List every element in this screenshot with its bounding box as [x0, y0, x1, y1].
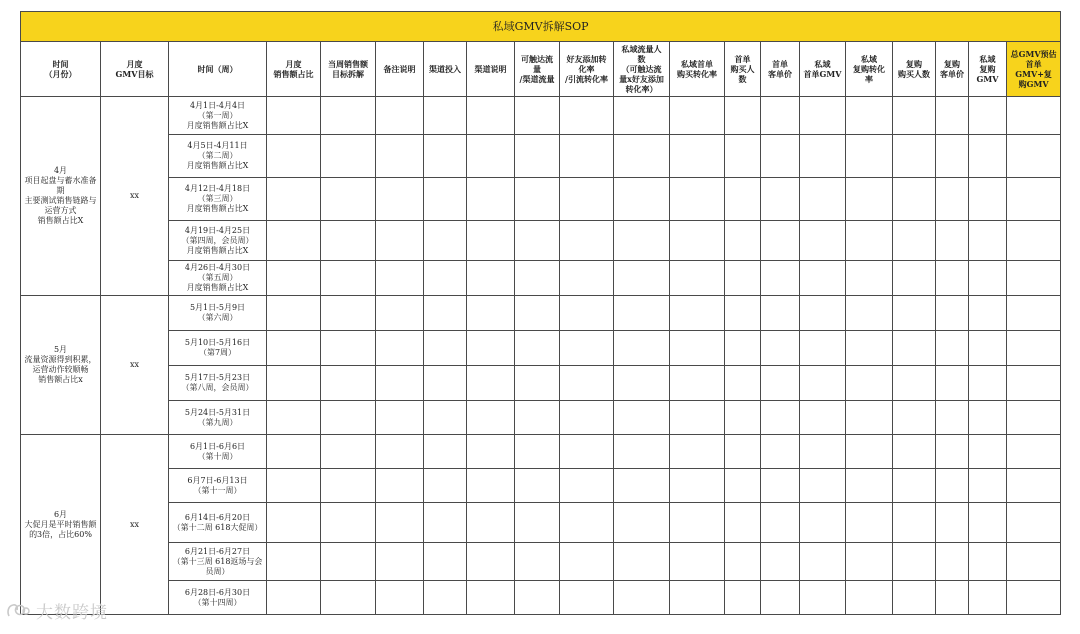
column-header: 复购 购买人数: [893, 42, 936, 97]
column-header: 好友添加转 化率 /引流转化率: [560, 42, 614, 97]
empty-cell[interactable]: [725, 401, 761, 435]
table-row: [21, 366, 1061, 401]
empty-cell[interactable]: [846, 135, 893, 178]
empty-cell[interactable]: [267, 435, 321, 469]
column-header: 渠道投入: [424, 42, 467, 97]
empty-cell[interactable]: [321, 331, 376, 366]
empty-cell[interactable]: [321, 543, 376, 581]
empty-cell[interactable]: [467, 221, 515, 261]
week-cell: 4月19日-4月25日 （第四周，会员周） 月度销售额占比X: [169, 221, 267, 261]
empty-cell[interactable]: [467, 401, 515, 435]
empty-cell[interactable]: [614, 503, 670, 543]
empty-cell[interactable]: [467, 581, 515, 615]
empty-cell[interactable]: [1007, 178, 1061, 221]
empty-cell[interactable]: [424, 435, 467, 469]
week-cell: 5月24日-5月31日 （第九周）: [169, 401, 267, 435]
empty-cell[interactable]: [321, 503, 376, 543]
empty-cell[interactable]: [515, 503, 560, 543]
column-header: 可触达流 量 /渠道流量: [515, 42, 560, 97]
table-row: [21, 401, 1061, 435]
empty-cell[interactable]: [515, 435, 560, 469]
empty-cell[interactable]: [321, 469, 376, 503]
empty-cell[interactable]: [893, 469, 936, 503]
empty-cell[interactable]: [424, 221, 467, 261]
week-cell: 6月14日-6月20日 （第十二周 618大促周）: [169, 503, 267, 543]
table-row: [21, 581, 1061, 615]
empty-cell[interactable]: [670, 296, 725, 331]
empty-cell[interactable]: [670, 331, 725, 366]
week-cell: 4月5日-4月11日 （第二周） 月度销售额占比X: [169, 135, 267, 178]
empty-cell[interactable]: [936, 261, 969, 296]
empty-cell[interactable]: [893, 581, 936, 615]
empty-cell[interactable]: [670, 503, 725, 543]
empty-cell[interactable]: [893, 401, 936, 435]
empty-cell[interactable]: [560, 221, 614, 261]
empty-cell[interactable]: [936, 296, 969, 331]
empty-cell[interactable]: [800, 581, 846, 615]
empty-cell[interactable]: [725, 543, 761, 581]
empty-cell[interactable]: [761, 261, 800, 296]
empty-cell[interactable]: [969, 469, 1007, 503]
empty-cell[interactable]: [800, 296, 846, 331]
empty-cell[interactable]: [936, 331, 969, 366]
empty-cell[interactable]: [725, 331, 761, 366]
empty-cell[interactable]: [376, 543, 424, 581]
empty-cell[interactable]: [800, 221, 846, 261]
column-header: 私域 首单GMV: [800, 42, 846, 97]
empty-cell[interactable]: [969, 221, 1007, 261]
empty-cell[interactable]: [1007, 401, 1061, 435]
empty-cell[interactable]: [614, 221, 670, 261]
empty-cell[interactable]: [1007, 543, 1061, 581]
empty-cell[interactable]: [800, 469, 846, 503]
week-cell: 5月10日-5月16日 （第7周）: [169, 331, 267, 366]
gmv-sop-table: [20, 11, 1061, 615]
column-header: 当周销售额 目标拆解: [321, 42, 376, 97]
empty-cell[interactable]: [893, 296, 936, 331]
empty-cell[interactable]: [969, 366, 1007, 401]
empty-cell[interactable]: [936, 135, 969, 178]
empty-cell[interactable]: [560, 435, 614, 469]
empty-cell[interactable]: [321, 401, 376, 435]
empty-cell[interactable]: [614, 366, 670, 401]
empty-cell[interactable]: [614, 435, 670, 469]
empty-cell[interactable]: [614, 178, 670, 221]
empty-cell[interactable]: [267, 366, 321, 401]
empty-cell[interactable]: [936, 401, 969, 435]
empty-cell[interactable]: [376, 221, 424, 261]
empty-cell[interactable]: [936, 543, 969, 581]
column-header: 私域 复购GMV: [969, 42, 1007, 97]
empty-cell[interactable]: [614, 581, 670, 615]
empty-cell[interactable]: [936, 97, 969, 135]
month-gmv-target: xx: [101, 97, 169, 296]
empty-cell[interactable]: [467, 435, 515, 469]
empty-cell[interactable]: [467, 543, 515, 581]
column-header: 时间（周）: [169, 42, 267, 97]
watermark-logo-icon: [6, 602, 30, 620]
empty-cell[interactable]: [893, 97, 936, 135]
empty-cell[interactable]: [936, 221, 969, 261]
empty-cell[interactable]: [761, 135, 800, 178]
empty-cell[interactable]: [670, 469, 725, 503]
empty-cell[interactable]: [670, 435, 725, 469]
empty-cell[interactable]: [424, 135, 467, 178]
empty-cell[interactable]: [614, 261, 670, 296]
empty-cell[interactable]: [725, 296, 761, 331]
empty-cell[interactable]: [560, 366, 614, 401]
empty-cell[interactable]: [560, 97, 614, 135]
column-header: 私域首单 购买转化率: [670, 42, 725, 97]
empty-cell[interactable]: [893, 543, 936, 581]
empty-cell[interactable]: [515, 296, 560, 331]
empty-cell[interactable]: [614, 543, 670, 581]
empty-cell[interactable]: [467, 296, 515, 331]
empty-cell[interactable]: [267, 135, 321, 178]
watermark: [6, 598, 108, 623]
empty-cell[interactable]: [936, 178, 969, 221]
empty-cell[interactable]: [1007, 503, 1061, 543]
week-cell: 6月1日-6月6日 （第十周）: [169, 435, 267, 469]
column-header: 备注说明: [376, 42, 424, 97]
empty-cell[interactable]: [893, 503, 936, 543]
week-cell: 4月12日-4月18日 （第三周） 月度销售额占比X: [169, 178, 267, 221]
table-title: 私域GMV拆解SOP: [21, 12, 1061, 42]
empty-cell[interactable]: [560, 469, 614, 503]
empty-cell[interactable]: [424, 331, 467, 366]
empty-cell[interactable]: [761, 178, 800, 221]
empty-cell[interactable]: [467, 178, 515, 221]
table-row: [21, 296, 1061, 331]
table-row: [21, 503, 1061, 543]
week-cell: 6月21日-6月27日 （第十三周 618返场与会 员周）: [169, 543, 267, 581]
empty-cell[interactable]: [800, 135, 846, 178]
empty-cell[interactable]: [614, 469, 670, 503]
empty-cell[interactable]: [376, 435, 424, 469]
empty-cell[interactable]: [846, 401, 893, 435]
table-row: [21, 261, 1061, 296]
empty-cell[interactable]: [893, 135, 936, 178]
empty-cell[interactable]: [800, 543, 846, 581]
empty-cell[interactable]: [761, 97, 800, 135]
empty-cell[interactable]: [1007, 261, 1061, 296]
empty-cell[interactable]: [267, 221, 321, 261]
empty-cell[interactable]: [515, 331, 560, 366]
column-header: 渠道说明: [467, 42, 515, 97]
empty-cell[interactable]: [1007, 135, 1061, 178]
empty-cell[interactable]: [725, 178, 761, 221]
empty-cell[interactable]: [1007, 296, 1061, 331]
empty-cell[interactable]: [725, 97, 761, 135]
empty-cell[interactable]: [936, 503, 969, 543]
empty-cell[interactable]: [267, 401, 321, 435]
empty-cell[interactable]: [893, 435, 936, 469]
empty-cell[interactable]: [321, 435, 376, 469]
week-cell: 4月26日-4月30日 （第五周） 月度销售额占比X: [169, 261, 267, 296]
empty-cell[interactable]: [969, 135, 1007, 178]
empty-cell[interactable]: [725, 261, 761, 296]
empty-cell[interactable]: [969, 331, 1007, 366]
empty-cell[interactable]: [467, 366, 515, 401]
empty-cell[interactable]: [846, 261, 893, 296]
empty-cell[interactable]: [893, 331, 936, 366]
empty-cell[interactable]: [560, 401, 614, 435]
empty-cell[interactable]: [846, 97, 893, 135]
empty-cell[interactable]: [515, 543, 560, 581]
empty-cell[interactable]: [267, 543, 321, 581]
empty-cell[interactable]: [376, 503, 424, 543]
empty-cell[interactable]: [1007, 581, 1061, 615]
week-cell: 6月7日-6月13日 （第十一周）: [169, 469, 267, 503]
column-header: 总GMV预估 首单GMV+复 购GMV: [1007, 42, 1061, 97]
column-header: 复购 客单价: [936, 42, 969, 97]
table-row: [21, 135, 1061, 178]
empty-cell[interactable]: [670, 178, 725, 221]
empty-cell[interactable]: [515, 178, 560, 221]
empty-cell[interactable]: [267, 503, 321, 543]
empty-cell[interactable]: [267, 581, 321, 615]
empty-cell[interactable]: [467, 135, 515, 178]
empty-cell[interactable]: [846, 178, 893, 221]
empty-cell[interactable]: [560, 261, 614, 296]
empty-cell[interactable]: [321, 97, 376, 135]
week-cell: 5月1日-5月9日 （第六周）: [169, 296, 267, 331]
empty-cell[interactable]: [515, 261, 560, 296]
empty-cell[interactable]: [424, 503, 467, 543]
empty-cell[interactable]: [969, 261, 1007, 296]
empty-cell[interactable]: [424, 543, 467, 581]
empty-cell[interactable]: [761, 331, 800, 366]
empty-cell[interactable]: [936, 581, 969, 615]
empty-cell[interactable]: [1007, 97, 1061, 135]
empty-cell[interactable]: [321, 296, 376, 331]
empty-cell[interactable]: [800, 261, 846, 296]
empty-cell[interactable]: [725, 435, 761, 469]
empty-cell[interactable]: [515, 366, 560, 401]
empty-cell[interactable]: [846, 435, 893, 469]
empty-cell[interactable]: [846, 296, 893, 331]
column-header: 首单 客单价: [761, 42, 800, 97]
empty-cell[interactable]: [969, 97, 1007, 135]
empty-cell[interactable]: [800, 97, 846, 135]
empty-cell[interactable]: [846, 581, 893, 615]
week-cell: 6月28日-6月30日 （第十四周）: [169, 581, 267, 615]
empty-cell[interactable]: [969, 178, 1007, 221]
empty-cell[interactable]: [376, 401, 424, 435]
empty-cell[interactable]: [560, 135, 614, 178]
empty-cell[interactable]: [893, 221, 936, 261]
table-row: [21, 221, 1061, 261]
empty-cell[interactable]: [761, 435, 800, 469]
table-row: [21, 469, 1061, 503]
empty-cell[interactable]: [267, 261, 321, 296]
table-row: [21, 97, 1061, 135]
empty-cell[interactable]: [515, 97, 560, 135]
empty-cell[interactable]: [515, 135, 560, 178]
empty-cell[interactable]: [267, 97, 321, 135]
empty-cell[interactable]: [376, 331, 424, 366]
table-row: [21, 331, 1061, 366]
empty-cell[interactable]: [424, 366, 467, 401]
empty-cell[interactable]: [725, 366, 761, 401]
empty-cell[interactable]: [321, 261, 376, 296]
empty-cell[interactable]: [893, 261, 936, 296]
empty-cell[interactable]: [800, 178, 846, 221]
empty-cell[interactable]: [376, 581, 424, 615]
month-cell: 5月 流量资源得到积累， 运营动作较顺畅 销售额占比x: [21, 296, 101, 435]
empty-cell[interactable]: [725, 221, 761, 261]
column-header: 时间 （月份）: [21, 42, 101, 97]
empty-cell[interactable]: [1007, 469, 1061, 503]
empty-cell[interactable]: [614, 331, 670, 366]
empty-cell[interactable]: [1007, 435, 1061, 469]
empty-cell[interactable]: [376, 97, 424, 135]
empty-cell[interactable]: [267, 296, 321, 331]
empty-cell[interactable]: [376, 261, 424, 296]
empty-cell[interactable]: [761, 221, 800, 261]
empty-cell[interactable]: [670, 581, 725, 615]
empty-cell[interactable]: [614, 97, 670, 135]
empty-cell[interactable]: [893, 366, 936, 401]
week-cell: 4月1日-4月4日 （第一周） 月度销售额占比X: [169, 97, 267, 135]
empty-cell[interactable]: [467, 469, 515, 503]
empty-cell[interactable]: [560, 503, 614, 543]
empty-cell[interactable]: [670, 543, 725, 581]
empty-cell[interactable]: [376, 135, 424, 178]
empty-cell[interactable]: [321, 366, 376, 401]
empty-cell[interactable]: [761, 401, 800, 435]
month-cell: 6月 大促月是平时销售额 的3倍，占比60%: [21, 435, 101, 615]
column-header: 私域 复购转化 率: [846, 42, 893, 97]
empty-cell[interactable]: [376, 296, 424, 331]
empty-cell[interactable]: [467, 97, 515, 135]
empty-cell[interactable]: [467, 261, 515, 296]
column-header: 首单 购买人 数: [725, 42, 761, 97]
empty-cell[interactable]: [467, 503, 515, 543]
empty-cell[interactable]: [560, 331, 614, 366]
empty-cell[interactable]: [846, 543, 893, 581]
month-gmv-target: xx: [101, 296, 169, 435]
empty-cell[interactable]: [1007, 366, 1061, 401]
empty-cell[interactable]: [761, 296, 800, 331]
column-header: 月度 销售额占比: [267, 42, 321, 97]
empty-cell[interactable]: [424, 178, 467, 221]
empty-cell[interactable]: [800, 503, 846, 543]
empty-cell[interactable]: [969, 401, 1007, 435]
empty-cell[interactable]: [670, 221, 725, 261]
empty-cell[interactable]: [846, 503, 893, 543]
empty-cell[interactable]: [321, 178, 376, 221]
empty-cell[interactable]: [846, 366, 893, 401]
empty-cell[interactable]: [376, 178, 424, 221]
empty-cell[interactable]: [761, 469, 800, 503]
empty-cell[interactable]: [936, 366, 969, 401]
empty-cell[interactable]: [800, 331, 846, 366]
empty-cell[interactable]: [424, 401, 467, 435]
empty-cell[interactable]: [761, 366, 800, 401]
empty-cell[interactable]: [515, 221, 560, 261]
empty-cell[interactable]: [725, 503, 761, 543]
empty-cell[interactable]: [424, 581, 467, 615]
empty-cell[interactable]: [725, 581, 761, 615]
week-cell: 5月17日-5月23日 （第八周，会员周）: [169, 366, 267, 401]
column-header: 私域流量人 数 （可触达流 量x好友添加 转化率）: [614, 42, 670, 97]
empty-cell[interactable]: [936, 469, 969, 503]
empty-cell[interactable]: [424, 296, 467, 331]
empty-cell[interactable]: [321, 221, 376, 261]
empty-cell[interactable]: [515, 401, 560, 435]
empty-cell[interactable]: [267, 178, 321, 221]
empty-cell[interactable]: [846, 221, 893, 261]
empty-cell[interactable]: [267, 331, 321, 366]
month-cell: 4月 项目起盘与蓄水准备 期 主要测试销售链路与 运营方式 销售额占比X: [21, 97, 101, 296]
empty-cell[interactable]: [560, 296, 614, 331]
empty-cell[interactable]: [969, 296, 1007, 331]
empty-cell[interactable]: [560, 543, 614, 581]
empty-cell[interactable]: [614, 401, 670, 435]
column-header: 月度 GMV目标: [101, 42, 169, 97]
empty-cell[interactable]: [560, 581, 614, 615]
empty-cell[interactable]: [800, 366, 846, 401]
empty-cell[interactable]: [670, 135, 725, 178]
empty-cell[interactable]: [614, 296, 670, 331]
empty-cell[interactable]: [893, 178, 936, 221]
empty-cell[interactable]: [614, 135, 670, 178]
empty-cell[interactable]: [761, 581, 800, 615]
month-gmv-target: xx: [101, 435, 169, 615]
empty-cell[interactable]: [761, 543, 800, 581]
empty-cell[interactable]: [670, 366, 725, 401]
empty-cell[interactable]: [670, 401, 725, 435]
empty-cell[interactable]: [467, 331, 515, 366]
table-row: [21, 435, 1061, 469]
empty-cell[interactable]: [267, 469, 321, 503]
empty-cell[interactable]: [725, 135, 761, 178]
empty-cell[interactable]: [969, 581, 1007, 615]
empty-cell[interactable]: [1007, 331, 1061, 366]
empty-cell[interactable]: [321, 581, 376, 615]
empty-cell[interactable]: [846, 331, 893, 366]
table-row: [21, 543, 1061, 581]
empty-cell[interactable]: [761, 503, 800, 543]
watermark-text: 大数跨境: [36, 603, 108, 623]
empty-cell[interactable]: [800, 401, 846, 435]
empty-cell[interactable]: [515, 469, 560, 503]
empty-cell[interactable]: [969, 435, 1007, 469]
empty-cell[interactable]: [515, 581, 560, 615]
empty-cell[interactable]: [670, 97, 725, 135]
empty-cell[interactable]: [800, 435, 846, 469]
empty-cell[interactable]: [670, 261, 725, 296]
empty-cell[interactable]: [560, 178, 614, 221]
empty-cell[interactable]: [424, 469, 467, 503]
empty-cell[interactable]: [424, 261, 467, 296]
empty-cell[interactable]: [1007, 221, 1061, 261]
table-row: [21, 178, 1061, 221]
empty-cell[interactable]: [376, 366, 424, 401]
empty-cell[interactable]: [376, 469, 424, 503]
empty-cell[interactable]: [321, 135, 376, 178]
empty-cell[interactable]: [725, 469, 761, 503]
empty-cell[interactable]: [424, 97, 467, 135]
empty-cell[interactable]: [936, 435, 969, 469]
empty-cell[interactable]: [846, 469, 893, 503]
empty-cell[interactable]: [969, 503, 1007, 543]
empty-cell[interactable]: [969, 543, 1007, 581]
